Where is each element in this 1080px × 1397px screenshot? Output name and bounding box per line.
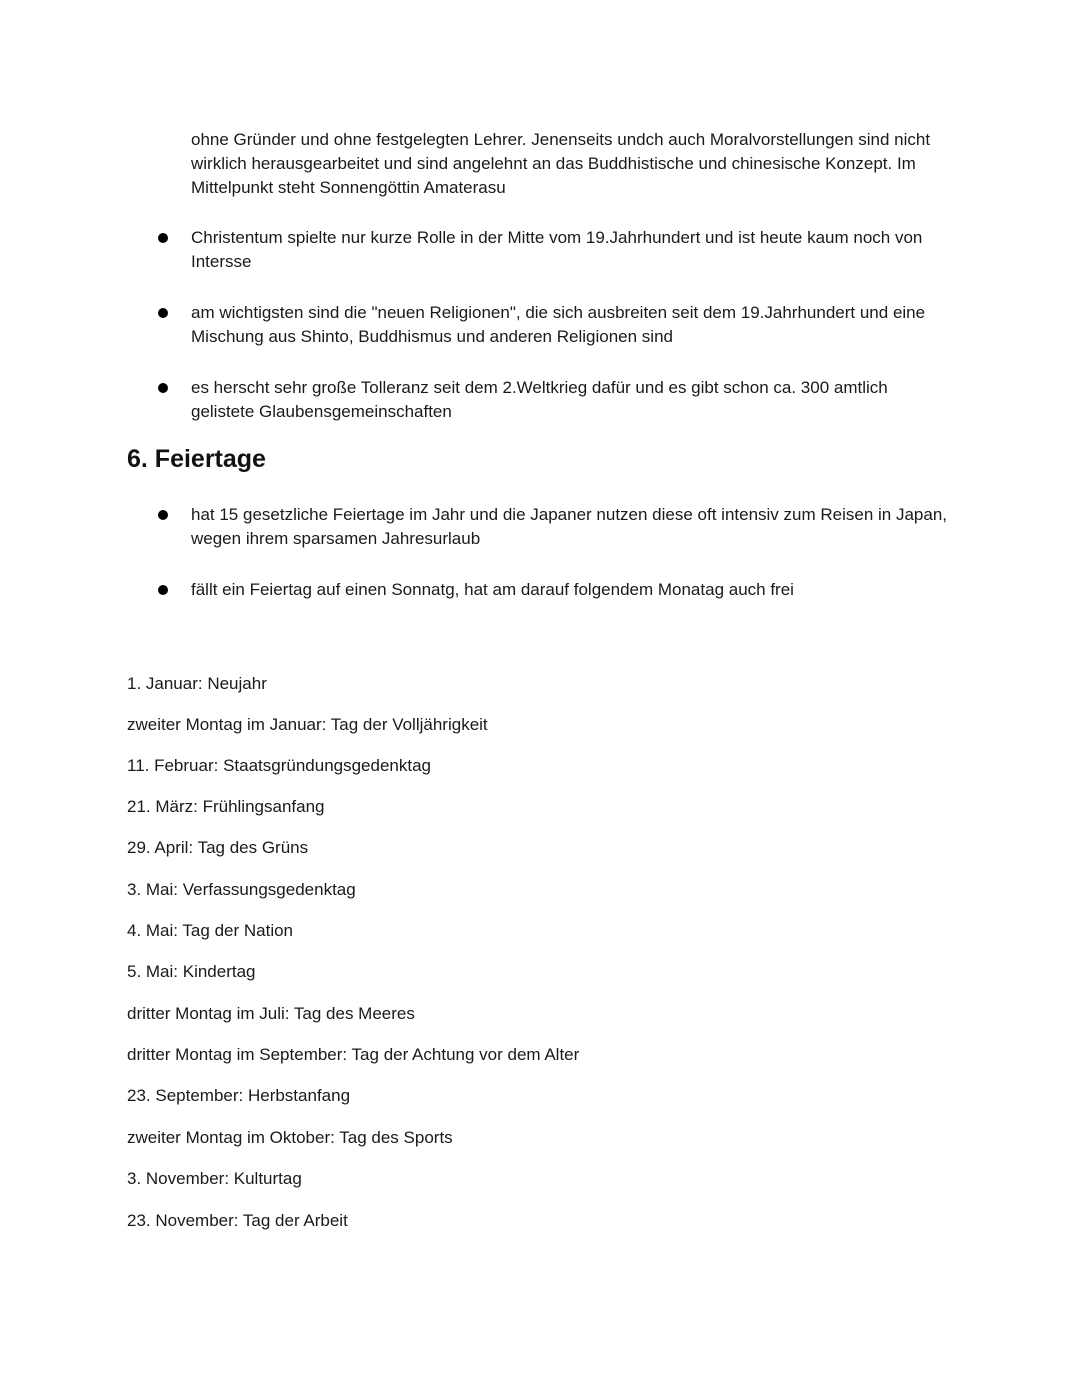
bullet-icon — [158, 233, 168, 243]
religion-bullet-3: es herscht sehr große Tolleranz seit dem 2.Weltkrieg dafür und es gibt schon ca. 300 amtlich gelistete Glaubensgemeinschaften — [191, 378, 888, 421]
holiday-item: 3. November: Kulturtag — [127, 1169, 302, 1188]
holiday-item: 21. März: Frühlingsanfang — [127, 797, 325, 816]
bullet-icon — [158, 585, 168, 595]
holiday-item: dritter Montag im Juli: Tag des Meeres — [127, 1004, 415, 1023]
holiday-item: zweiter Montag im Januar: Tag der Volljährigkeit — [127, 715, 488, 734]
intro-paragraph: ohne Gründer und ohne festgelegten Lehrer. Jenenseits undch auch Moralvorstellungen sind nicht wirklich herausgearbeitet und sind angelehnt an das Buddhistische und chinesische Konzept. Im Mittelpunkt steht Sonnengöttin Amaterasu — [191, 130, 931, 197]
holiday-item: zweiter Montag im Oktober: Tag des Sports — [127, 1128, 453, 1147]
holiday-item: 23. November: Tag der Arbeit — [127, 1211, 348, 1230]
holiday-item: 29. April: Tag des Grüns — [127, 838, 309, 857]
religion-bullet-2: am wichtigsten sind die "neuen Religionen", die sich ausbreiten seit dem 19.Jahrhundert und eine Mischung aus Shinto, Buddhismus und anderen Religionen sind — [191, 303, 926, 346]
religion-bullet-1: Christentum spielte nur kurze Rolle in der Mitte vom 19.Jahrhundert und ist heute kaum noch von Intersse — [191, 228, 923, 271]
holiday-item: 5. Mai: Kindertag — [127, 962, 256, 981]
bullet-icon — [158, 510, 168, 520]
feiertage-bullet-2: fällt ein Feiertag auf einen Sonnatg, hat am darauf folgendem Monatag auch frei — [191, 580, 794, 599]
holiday-item: 3. Mai: Verfassungsgedenktag — [127, 880, 356, 899]
section-heading: 6. Feiertage — [127, 445, 266, 473]
bullet-icon — [158, 383, 168, 393]
holiday-item: 1. Januar: Neujahr — [127, 674, 267, 693]
holiday-item: 23. September: Herbstanfang — [127, 1086, 351, 1105]
holiday-item: 11. Februar: Staatsgründungsgedenktag — [127, 756, 432, 775]
holiday-item: 4. Mai: Tag der Nation — [127, 921, 293, 940]
feiertage-bullet-1: hat 15 gesetzliche Feiertage im Jahr und die Japaner nutzen diese oft intensiv zum Reisen in Japan, wegen ihrem sparsamen Jahresurlaub — [191, 505, 948, 548]
holiday-item: dritter Montag im September: Tag der Achtung vor dem Alter — [127, 1045, 580, 1064]
bullet-icon — [158, 308, 168, 318]
